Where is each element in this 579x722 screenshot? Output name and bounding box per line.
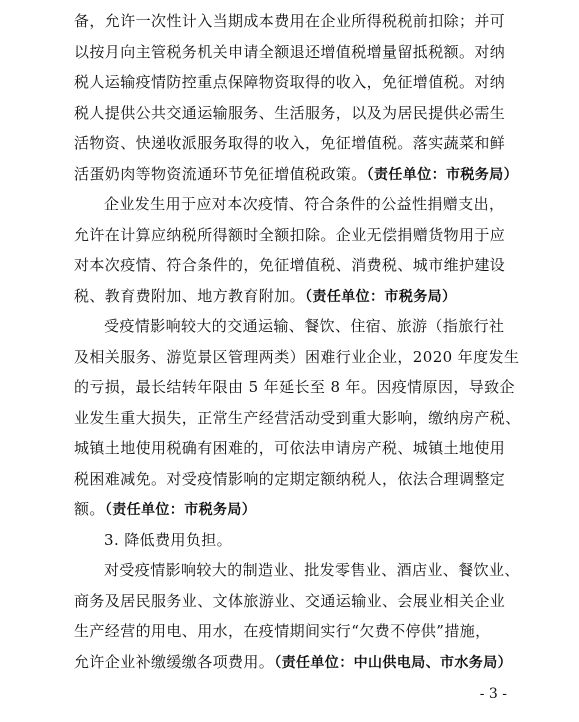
text-line: [74, 555, 520, 586]
page-number: - 3 -: [479, 686, 507, 702]
text-line: [74, 464, 514, 495]
text-segment: 生产经营的用电、用水，在疫情期间实行“欠费不停供”措施，: [74, 622, 491, 640]
text-line: [74, 159, 519, 190]
text-line: [74, 372, 514, 403]
text-segment: 企业发生用于应对本次疫情、符合条件的公益性捐赠支出，: [104, 195, 505, 213]
text-segment: 活物资、快递收派服务取得的收入，免征增值税。落实蔬菜和鲜: [74, 134, 506, 152]
text-segment: 商务及居民服务业、文体旅游业、交通运输业、会展业相关企业: [74, 591, 506, 610]
paragraph: [74, 6, 519, 189]
text-line: [74, 281, 514, 312]
text-line: [74, 189, 514, 220]
text-segment: 允许在计算应纳税所得额时全额扣除。企业无偿捐赠货物用于应: [74, 225, 506, 244]
text-segment: 受疫情影响较大的交通运输、餐饮、住宿、旅游（指旅行社: [104, 317, 505, 335]
text-segment: 对受疫情影响较大的制造业、批发零售业、酒店业、餐饮业、: [104, 561, 520, 579]
text-segment: 的亏损，最长结转年限由 5 年延长至 8 年。因疫情原因，导致企: [74, 378, 515, 396]
text-segment: 3. 降低费用负担。: [104, 530, 233, 549]
text-segment: 活蛋奶肉等物资流通环节免征增值税政策。: [74, 164, 367, 183]
text-line: [74, 586, 514, 617]
text-line: [74, 494, 514, 525]
text-segment: 税人运输疫情防控重点保障物资取得的收入，免征增值税。对纳: [74, 73, 506, 91]
text-line: [74, 220, 514, 251]
responsible-unit: （责任单位：中山供电局、市水务局）: [274, 654, 513, 671]
text-segment: 城镇土地使用税确有困难的，可依法申请房产税、城镇土地使用: [74, 439, 506, 457]
body-text: [74, 6, 521, 677]
text-segment: 以按月向主管税务机关申请全额退还增值税增量留抵税额。对纳: [74, 42, 506, 61]
text-segment: 税、教育费附加、地方教育附加。: [74, 286, 306, 305]
text-line: [74, 250, 514, 281]
text-segment: 税人提供公共交通运输服务、生活服务，以及为居民提供必需生: [74, 103, 506, 122]
text-line: [74, 128, 514, 159]
paragraph: [74, 555, 520, 677]
text-segment: 允许企业补缴缓缴各项费用。: [74, 652, 275, 671]
text-line: [74, 98, 514, 129]
text-line: [74, 67, 514, 98]
paragraph: [74, 189, 514, 311]
paragraph: [74, 311, 521, 525]
text-segment: 额。: [74, 500, 105, 518]
text-line: [74, 342, 520, 373]
text-line: [74, 525, 514, 556]
text-line: [74, 37, 514, 68]
text-line: [74, 6, 514, 37]
text-line: [74, 647, 514, 678]
text-segment: 备，允许一次性计入当期成本费用在企业所得税税前扣除；并可: [74, 12, 506, 30]
text-segment: 对本次疫情、符合条件的，免征增值税、消费税、城市维护建设: [74, 256, 506, 274]
text-line: [74, 311, 514, 342]
text-line: [74, 403, 521, 434]
text-line: [74, 433, 514, 464]
text-segment: 及相关服务、游览景区管理两类）困难行业企业，2020 年度发生: [74, 347, 520, 366]
text-segment: 业发生重大损失，正常生产经营活动受到重大影响，缴纳房产税、: [74, 408, 521, 427]
text-line: [74, 616, 514, 647]
responsible-unit: （责任单位：市税务局）: [305, 288, 457, 305]
responsible-unit: （责任单位：市税务局）: [104, 502, 257, 518]
paragraph: [74, 525, 514, 556]
responsible-unit: （责任单位：市税务局）: [366, 166, 519, 183]
text-segment: 税困难减免。对受疫情影响的定期定额纳税人，依法合理调整定: [74, 469, 506, 488]
